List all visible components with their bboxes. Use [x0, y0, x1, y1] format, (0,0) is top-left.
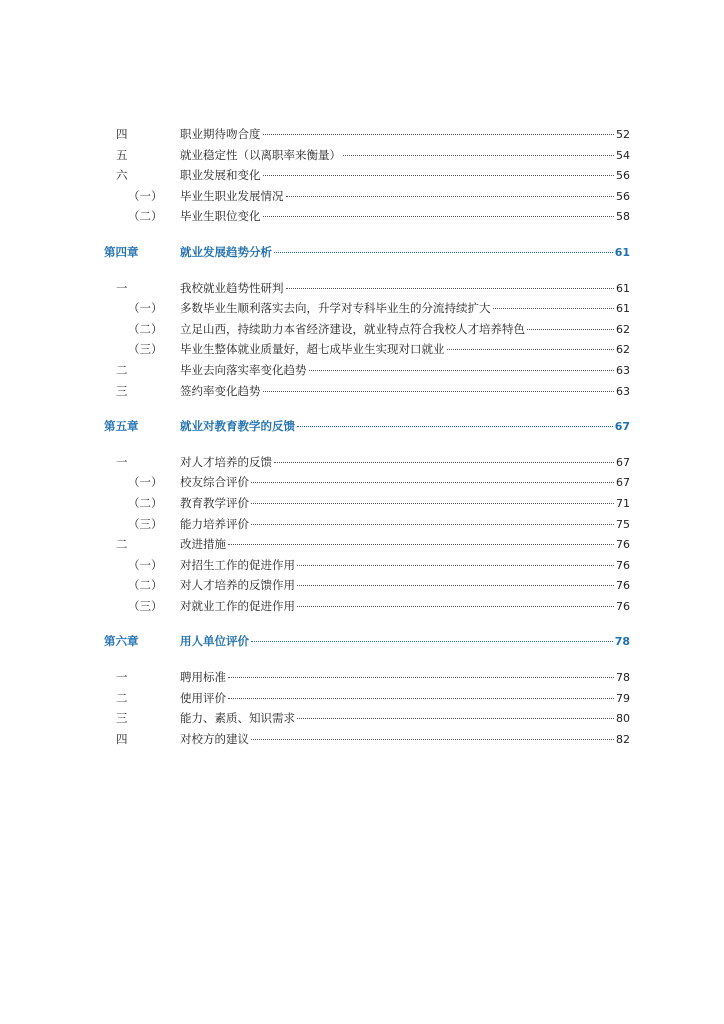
toc-spacer	[104, 437, 630, 452]
toc-entry-title: 能力培养评价	[180, 516, 249, 531]
toc-entry-title: 对校方的建议	[180, 731, 249, 746]
dot-leader	[263, 134, 615, 135]
toc-page-number: 80	[616, 712, 630, 726]
dot-leader	[251, 482, 614, 483]
dot-leader	[251, 739, 614, 740]
toc-spacer	[104, 652, 630, 667]
toc-entry-number: （三）	[128, 342, 163, 357]
toc-page-number: 56	[616, 169, 630, 183]
toc-page-number: 78	[614, 635, 630, 649]
dot-leader	[297, 606, 614, 607]
toc-page-number: 61	[616, 302, 630, 316]
toc-entry-number: 五	[116, 147, 128, 162]
toc-entry[interactable]	[104, 206, 630, 227]
toc-entry[interactable]	[104, 278, 630, 299]
toc-entry-title: 职业发展和变化	[180, 168, 261, 183]
toc-page-number: 82	[616, 732, 630, 746]
dot-leader	[251, 641, 613, 642]
toc-entry[interactable]	[104, 360, 630, 381]
toc-page-number: 63	[616, 363, 630, 377]
toc-entry-title: 对人才培养的反馈	[180, 454, 272, 469]
dot-leader	[228, 544, 614, 545]
dot-leader	[527, 329, 614, 330]
toc-entry-number: （一）	[128, 475, 163, 490]
toc-spacer	[104, 227, 630, 242]
toc-entry-title: 用人单位评价	[180, 634, 249, 649]
toc-entry-number: 一	[116, 280, 128, 295]
toc-entry[interactable]	[104, 452, 630, 473]
toc-entry[interactable]	[104, 298, 630, 319]
toc-entry-number: （三）	[128, 598, 163, 613]
toc-page-number: 67	[614, 420, 630, 434]
dot-leader	[251, 524, 614, 525]
toc-entry-title: 毕业生职业发展情况	[180, 188, 284, 203]
toc-page-number: 76	[616, 579, 630, 593]
toc-entry[interactable]	[104, 729, 630, 750]
toc-page-number: 76	[616, 558, 630, 572]
toc-page-number: 75	[616, 517, 630, 531]
toc-entry-title: 改进措施	[180, 537, 226, 552]
toc-entry-title: 聘用标准	[180, 670, 226, 685]
toc-page-number: 76	[616, 599, 630, 613]
toc-entry-number: （二）	[128, 209, 163, 224]
dot-leader	[274, 252, 613, 253]
toc-entry-number: （一）	[128, 188, 163, 203]
toc-entry-title: 多数毕业生顺利落实去向，升学对专科毕业生的分流持续扩大	[180, 301, 491, 316]
dot-leader	[309, 370, 615, 371]
toc-entry-title: 签约率变化趋势	[180, 383, 261, 398]
toc-entry-number: （二）	[128, 578, 163, 593]
toc-entry-title: 对人才培养的反馈作用	[180, 578, 295, 593]
toc-page-number: 67	[616, 476, 630, 490]
dot-leader	[274, 462, 614, 463]
toc-entry[interactable]	[104, 165, 630, 186]
table-of-contents	[104, 124, 630, 749]
toc-entry-title: 教育教学评价	[180, 495, 249, 510]
toc-page-number: 67	[616, 455, 630, 469]
toc-entry[interactable]	[104, 688, 630, 709]
toc-spacer	[104, 616, 630, 631]
toc-entry[interactable]	[104, 708, 630, 729]
toc-entry-title: 就业对教育教学的反馈	[180, 419, 295, 434]
dot-leader	[297, 426, 613, 427]
toc-entry[interactable]	[104, 555, 630, 576]
dot-leader	[286, 288, 615, 289]
toc-entry-number: 一	[116, 670, 128, 685]
toc-entry-number: 四	[116, 731, 128, 746]
toc-entry-number: 第四章	[104, 244, 139, 259]
toc-entry[interactable]	[104, 575, 630, 596]
toc-page-number: 61	[614, 245, 630, 259]
toc-page-number: 56	[616, 189, 630, 203]
toc-entry-number: 第五章	[104, 419, 139, 434]
toc-entry-title: 对招生工作的促进作用	[180, 557, 295, 572]
toc-entry-title: 就业稳定性（以离职率来衡量）	[180, 147, 341, 162]
toc-entry-title: 毕业生职位变化	[180, 209, 261, 224]
toc-entry-number: 二	[116, 362, 128, 377]
toc-page-number: 79	[616, 691, 630, 705]
toc-entry-number: （一）	[128, 301, 163, 316]
toc-spacer	[104, 263, 630, 278]
dot-leader	[286, 196, 615, 197]
toc-page-number: 61	[616, 281, 630, 295]
toc-entry[interactable]	[104, 124, 630, 145]
toc-entry-title: 对就业工作的促进作用	[180, 598, 295, 613]
toc-entry-number: 二	[116, 537, 128, 552]
toc-entry[interactable]	[104, 319, 630, 340]
toc-entry[interactable]	[104, 493, 630, 514]
toc-entry[interactable]	[104, 534, 630, 555]
dot-leader	[297, 565, 614, 566]
toc-page-number: 76	[616, 538, 630, 552]
dot-leader	[263, 391, 615, 392]
toc-entry-number: 三	[116, 711, 128, 726]
toc-entry-title: 使用评价	[180, 690, 226, 705]
dot-leader	[263, 216, 615, 217]
toc-entry-number: 一	[116, 454, 128, 469]
toc-page-number: 63	[616, 384, 630, 398]
toc-entry-number: （二）	[128, 321, 163, 336]
toc-entry-title: 校友综合评价	[180, 475, 249, 490]
toc-entry-title: 我校就业趋势性研判	[180, 280, 284, 295]
toc-page-number: 58	[616, 210, 630, 224]
toc-chapter-entry[interactable]	[104, 242, 630, 263]
dot-leader	[493, 308, 615, 309]
dot-leader	[297, 585, 614, 586]
toc-entry-title: 就业发展趋势分析	[180, 244, 272, 259]
dot-leader	[228, 698, 614, 699]
dot-leader	[343, 155, 614, 156]
dot-leader	[251, 503, 614, 504]
toc-entry[interactable]	[104, 186, 630, 207]
toc-page-number: 62	[616, 343, 630, 357]
toc-entry[interactable]	[104, 339, 630, 360]
toc-entry-number: 六	[116, 168, 128, 183]
toc-spacer	[104, 401, 630, 416]
toc-page-number: 78	[616, 671, 630, 685]
toc-entry-number: （一）	[128, 557, 163, 572]
toc-entry-number: （三）	[128, 516, 163, 531]
toc-entry[interactable]	[104, 145, 630, 166]
toc-chapter-entry[interactable]	[104, 416, 630, 437]
toc-entry[interactable]	[104, 472, 630, 493]
toc-page-number: 52	[616, 128, 630, 141]
toc-entry-title: 职业期待吻合度	[180, 127, 261, 141]
toc-entry-title: 立足山西，持续助力本省经济建设，就业特点符合我校人才培养特色	[180, 321, 525, 336]
toc-entry-number: 二	[116, 690, 128, 705]
toc-chapter-entry[interactable]	[104, 631, 630, 652]
toc-entry[interactable]	[104, 667, 630, 688]
toc-page-number: 71	[616, 496, 630, 510]
toc-entry-number: 第六章	[104, 634, 139, 649]
dot-leader	[297, 718, 614, 719]
toc-entry-number: 三	[116, 383, 128, 398]
toc-entry-title: 毕业去向落实率变化趋势	[180, 362, 307, 377]
toc-entry[interactable]	[104, 514, 630, 535]
toc-entry-title: 毕业生整体就业质量好，超七成毕业生实现对口就业	[180, 342, 445, 357]
toc-page-number: 54	[616, 148, 630, 162]
dot-leader	[263, 175, 615, 176]
dot-leader	[228, 677, 614, 678]
dot-leader	[447, 349, 615, 350]
toc-entry[interactable]	[104, 596, 630, 617]
toc-entry-number: 四	[116, 127, 128, 141]
toc-entry[interactable]	[104, 381, 630, 402]
toc-page-number: 62	[616, 322, 630, 336]
toc-entry-title: 能力、素质、知识需求	[180, 711, 295, 726]
toc-entry-number: （二）	[128, 495, 163, 510]
